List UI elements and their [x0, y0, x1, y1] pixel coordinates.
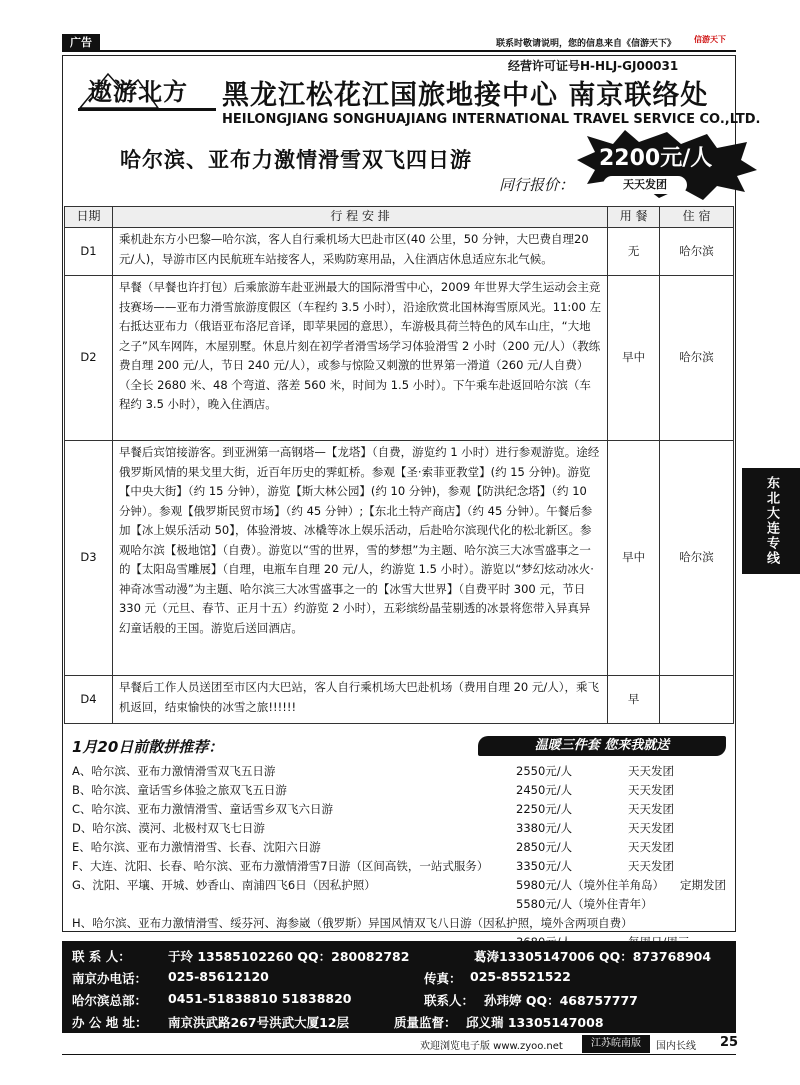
day-label: D4 — [65, 676, 113, 724]
promo-note: 天天发团 — [628, 783, 674, 797]
promo-note: 天天发团 — [628, 802, 674, 816]
fax-label: 传真： — [424, 971, 462, 986]
promo-price: 3380元/人 — [516, 821, 573, 835]
nanjing-phone: 025-85612120 — [168, 969, 269, 984]
logo-bar — [78, 108, 216, 111]
supervisor-label: 质量监督： — [394, 1015, 457, 1030]
page-footer — [0, 1035, 800, 1055]
contact-label: 联 系 人： — [72, 949, 131, 964]
promo-name: F、大连、沈阳、长春、哈尔滨、亚布力激情滑雪7日游（区间高铁，一站式服务） — [72, 859, 489, 873]
day-meal: 早中 — [608, 276, 660, 441]
list-item — [72, 838, 732, 857]
tour-price: 2200元/人 — [599, 146, 713, 171]
day-stay — [660, 676, 734, 724]
contact-block — [62, 941, 736, 1033]
day-meal: 早中 — [608, 441, 660, 676]
hq-phone: 0451-51838810 51838820 — [168, 991, 352, 1006]
itinerary-row — [65, 276, 734, 441]
promo-name: A、哈尔滨、亚布力激情滑雪双飞五日游 — [72, 764, 276, 778]
header-meal: 用 餐 — [608, 207, 660, 228]
section-side-tab: 东北大连专线 — [742, 468, 800, 574]
hq-contact: 孙玮婷 QQ：468757777 — [484, 993, 638, 1008]
promo-note: 天天发团 — [628, 821, 674, 835]
page-number: 25 — [720, 1035, 739, 1050]
list-item — [72, 895, 732, 914]
itinerary-table — [64, 206, 734, 724]
day-plan: 乘机赴东方小巴黎—哈尔滨，客人自行乘机场大巴赴市区(40 公里，50 分钟，大巴费自理20 元/人)，导游市区内民航班车站接客人，采购防寒用品，入住酒店休息适应东北气候。 — [112, 228, 607, 276]
promo-price: 2550元/人 — [516, 764, 573, 778]
promo-name: G、沈阳、平壤、开城、妙香山、南浦四飞6日（因私护照） — [72, 878, 376, 892]
top-note: 联系时敬请说明，您的信息来自《信游天下》 — [496, 39, 677, 49]
contact-person-1: 于玲 13585102260 QQ：280082782 — [168, 949, 410, 964]
day-meal: 无 — [608, 228, 660, 276]
promo-price: 2850元/人 — [516, 840, 573, 854]
office-address: 南京洪武路267号洪武大厦12层 — [168, 1015, 349, 1030]
promotion-slogan: 温暖三件套 您来我就送 — [478, 736, 726, 756]
publication-logo: 信游天下 — [694, 35, 726, 44]
promo-price: 2250元/人 — [516, 802, 573, 816]
promo-note: 天天发团 — [628, 764, 674, 778]
itinerary-row — [65, 676, 734, 724]
itinerary-header-row — [65, 207, 734, 228]
list-item — [72, 819, 732, 838]
contact-person-2: 葛涛13305147006 QQ：873768904 — [474, 949, 712, 964]
promo-name: D、哈尔滨、漠河、北极村双飞七日游 — [72, 821, 265, 835]
promo-note: 定期发团 — [680, 878, 726, 892]
agency-title: 黑龙江松花江国旅地接中心 南京联络处 — [222, 80, 709, 111]
footer-visit-text: 欢迎浏览电子版 www.zyoo.net — [420, 1041, 563, 1052]
ad-tag: 广告 — [62, 34, 100, 52]
fax-number: 025-85521522 — [470, 969, 571, 984]
logo-text: 遨游北方 — [88, 77, 188, 106]
peer-price-label: 同行报价： — [499, 176, 575, 194]
day-label: D2 — [65, 276, 113, 441]
list-item — [72, 876, 732, 895]
list-item — [72, 914, 732, 933]
day-stay: 哈尔滨 — [660, 228, 734, 276]
agency-title-english: HEILONGJIANG SONGHUAJIANG INTERNATIONAL TRAVEL SERVICE CO.,LTD. — [222, 112, 761, 127]
day-stay: 哈尔滨 — [660, 276, 734, 441]
license-number: 经营许可证号H-HLJ-GJ00031 — [508, 59, 679, 73]
itinerary-row — [65, 441, 734, 676]
day-stay: 哈尔滨 — [660, 441, 734, 676]
supervisor: 邱义瑞 13305147008 — [466, 1015, 604, 1030]
day-meal: 早 — [608, 676, 660, 724]
footer-edition-badge: 江苏皖南版 — [582, 1035, 650, 1053]
hq-label: 哈尔滨总部： — [72, 993, 148, 1008]
nanjing-phone-label: 南京办电话： — [72, 971, 148, 986]
address-label: 办 公 地 址： — [72, 1015, 148, 1030]
day-plan: 早餐（早餐也许打包）后乘旅游车赴亚洲最大的国际滑雪中心，2009 年世界大学生运动会主竞技赛场——亚布力滑雪旅游度假区（车程约 3.5 小时），沿途欣赏北国林海雪原风光。11:00 左右抵达亚布力（俄语亚布洛尼音译，即苹果园的意思），车游极具荷兰特色的风车山庄，“大地之子”风车网阵，木屋别墅。休息片刻在初学者滑雪场学习体验滑雪 2 小时（200 元/人）（教练费自理 200 元/人，节日 240 元/人），或参与惊险又刺激的世界第一滑道（260 元/人自费）（全长 2680 米、48 个弯道、落差 560 米，时间为 1.5 小时）。下午乘车赴返回哈尔滨（车程约 3.5 小时），晚入住酒店。 — [112, 276, 607, 441]
list-item — [72, 857, 732, 876]
promotions-heading: 1月20日前散拼推荐： — [72, 738, 224, 756]
day-label: D1 — [65, 228, 113, 276]
footer-rule — [62, 1054, 736, 1055]
promotions-list — [72, 762, 732, 952]
day-label: D3 — [65, 441, 113, 676]
day-plan: 早餐后宾馆接游客。到亚洲第一高钢塔—【龙塔】（自费，游览约 1 小时）进行参观游览。途经俄罗斯风情的果戈里大街，近百年历史的霁虹桥。参观【圣·索菲亚教堂】(约 15 分钟)。游览【中央大街】（约 15 分钟），游览【斯大林公园】(约 10 分钟)，参观【防洪纪念塔】（约 10 分钟）。参观【俄罗斯民贸市场】（约 45 分钟）;【东北土特产商店】（约 45 分钟）。午餐后参加【冰上娱乐活动 50】，体验滑坡、冰橇等冰上娱乐活动，后赴哈尔滨现代化的松北新区。参观哈尔滨【极地馆】（自费）。游览以“雪的世界，雪的梦想”为主题、哈尔滨三大冰雪盛事之一的【太阳岛雪雕展】（自理，电瓶车自理 20 元/人，约游览 1.5 小时）。游览以“梦幻炫动冰火·神奇冰雪动漫”为主题、哈尔滨三大冰雪盛事之一的【冰雪大世界】（自费平时 300 元，节日 330 元（元旦、春节、正月十五）约游览 2 小时），五彩缤纷晶莹剔透的冰景将您带入异真异幻童话般的王国。游览后送回酒店。 — [112, 441, 607, 676]
list-item — [72, 762, 732, 781]
list-item — [72, 781, 732, 800]
header-stay: 住 宿 — [660, 207, 734, 228]
header-day: 日期 — [65, 207, 113, 228]
tour-banner — [65, 138, 733, 194]
list-item — [72, 800, 732, 819]
top-bar — [0, 34, 800, 54]
footer-section: 国内长线 — [656, 1041, 696, 1052]
itinerary-row — [65, 228, 734, 276]
promo-price: 5580元/人（境外住青年） — [516, 897, 653, 911]
header-plan: 行 程 安 排 — [112, 207, 607, 228]
daily-departure-badge: 天天发团 — [603, 176, 687, 194]
promo-name: H、哈尔滨、亚布力激情滑雪、绥芬河、海参崴（俄罗斯）异国风情双飞八日游（因私护照，境外含两项自费） — [72, 916, 633, 930]
promo-name: B、哈尔滨、童话雪乡体验之旅双飞五日游 — [72, 783, 287, 797]
promo-note: 天天发团 — [628, 840, 674, 854]
promo-price: 2450元/人 — [516, 783, 573, 797]
promo-note: 天天发团 — [628, 859, 674, 873]
promo-name: C、哈尔滨、亚布力激情滑雪、童话雪乡双飞六日游 — [72, 802, 334, 816]
hq-contact-label: 联系人： — [424, 993, 475, 1008]
agency-logo — [78, 70, 216, 118]
day-plan: 早餐后工作人员送团至市区内大巴站，客人自行乘机场大巴赴机场（费用自理 20 元/人），乘飞机返回，结束愉快的冰雪之旅!!!!!! — [112, 676, 607, 724]
top-rule — [100, 50, 736, 52]
promo-price: 5980元/人（境外住羊角岛） — [516, 878, 665, 892]
tour-title: 哈尔滨、亚布力激情滑雪双飞四日游 — [120, 148, 472, 172]
promo-name: E、哈尔滨、亚布力激情滑雪、长春、沈阳六日游 — [72, 840, 321, 854]
promo-price: 3350元/人 — [516, 859, 573, 873]
